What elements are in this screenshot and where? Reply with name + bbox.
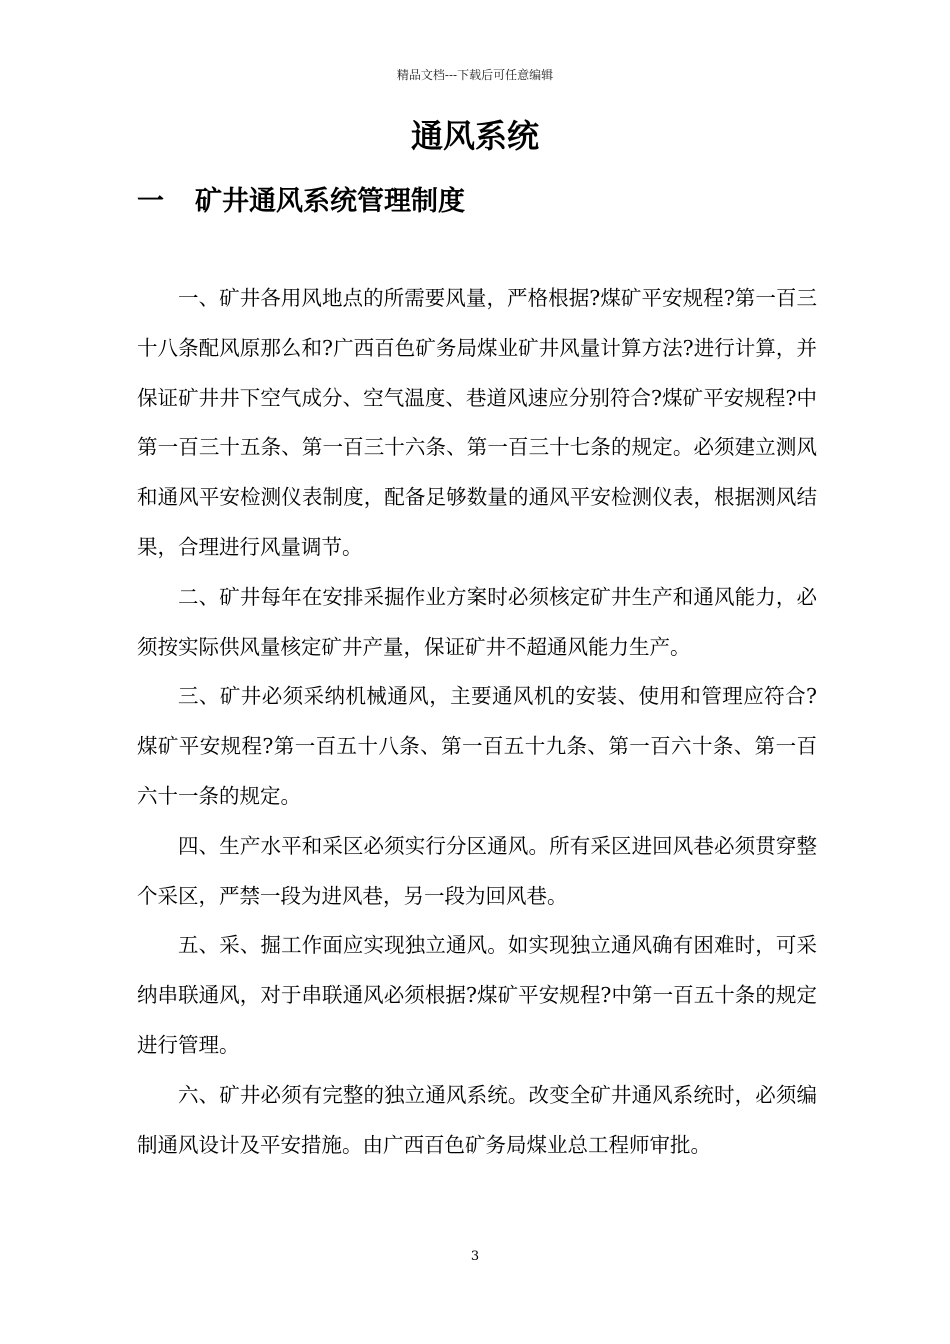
paragraph-2: 二、矿井每年在安排采掘作业方案时必须核定矿井生产和通风能力，必须按实际供风量核定矿井产量，保证矿井不超通风能力生产。	[137, 584, 817, 659]
page-number: 3	[470, 1249, 480, 1264]
paragraph-6: 六、矿井必须有完整的独立通风系统。改变全矿井通风系统时，必须编制通风设计及平安措施。由广西百色矿务局煤业总工程师审批。	[137, 1082, 817, 1157]
paragraph-3: 三、矿井必须采纳机械通风，主要通风机的安装、使用和管理应符合?煤矿平安规程?第一百五十八条、第一百五十九条、第一百六十条、第一百六十一条的规定。	[137, 684, 817, 808]
paragraph-4: 四、生产水平和采区必须实行分区通风。所有采区进回风巷必须贯穿整个采区，严禁一段为进风巷，另一段为回风巷。	[137, 833, 817, 908]
document-title: 通风系统	[410, 117, 539, 155]
paragraph-1: 一、矿井各用风地点的所需要风量，严格根据?煤矿平安规程?第一百三十八条配风原那么和?广西百色矿务局煤业矿井风量计算方法?进行计算，并保证矿井井下空气成分、空气温度、巷道风速应分别符合?煤矿平安规程?中第一百三十五条、第一百三十六条、第一百三十七条的规定。必须建立测风和通风平安检测仪表制度，配备足够数量的通风平安检测仪表，根据测风结果，合理进行风量调节。	[137, 286, 817, 559]
section-title: 矿井通风系统管理制度	[195, 186, 465, 217]
section-number: 一	[137, 186, 164, 217]
body-text	[137, 274, 817, 1170]
section-heading	[137, 182, 465, 222]
page-header: 精品文档---下载后可任意编辑	[396, 68, 554, 82]
paragraph-5: 五、采、掘工作面应实现独立通风。如实现独立通风确有困难时，可采纳串联通风，对于串联通风必须根据?煤矿平安规程?中第一百五十条的规定进行管理。	[137, 933, 817, 1057]
